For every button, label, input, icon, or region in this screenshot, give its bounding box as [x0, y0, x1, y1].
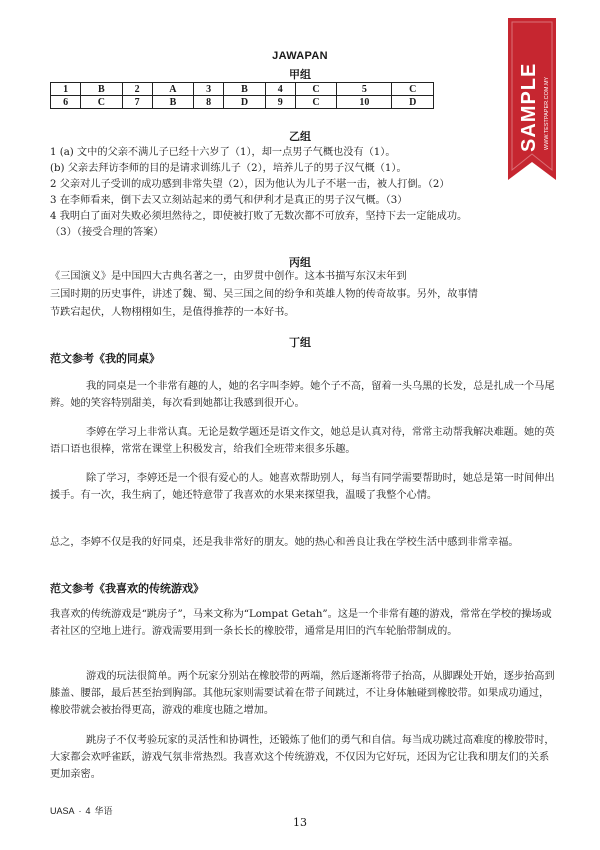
table-cell: B	[81, 83, 122, 96]
table-cell: 8	[194, 96, 224, 109]
table-cell: B	[152, 96, 193, 109]
page-title: JAWAPAN	[272, 50, 328, 62]
table-cell: 6	[51, 96, 81, 109]
table-cell: D	[392, 96, 434, 109]
essay-paragraph: 李婷在学习上非常认真。无论是数学题还是语文作文，她总是认真对待，常常主动帮我解决难题。她的英语口语也很棒，常常在课堂上积极发言，给我们全班带来很多乐趣。	[50, 427, 555, 455]
table-cell: 10	[337, 96, 392, 109]
ribbon-label: SAMPLE	[518, 62, 540, 152]
answer-line: 4 我明白了面对失败必须坦然待之，即使被打败了无数次都不可放弃，坚持下去一定能成功。	[50, 211, 468, 222]
essay-paragraph: 总之，李婷不仅是我的好同桌，还是我非常好的朋友。她的热心和善良让我在学校生活中感到非常幸福。	[50, 537, 519, 548]
ribbon-url: WWW.TESTPAPER.COM.MY	[544, 76, 550, 150]
table-cell: D	[224, 96, 265, 109]
ribbon-graphic	[502, 18, 562, 186]
section-d-heading: 丁组	[289, 336, 311, 349]
table-cell: C	[81, 96, 122, 109]
essay-paragraph: 我喜欢的传统游戏是“跳房子”，马来文称为“Lompat Getah”。这是一个非常有趣的游戏，常常在学校的操场或者社区的空地上进行。游戏需要用到一条长长的橡胶带，通常是用旧的汽车轮胎带制成的。	[50, 609, 552, 637]
table-cell: 9	[265, 96, 295, 109]
table-row	[51, 96, 434, 109]
essay-paragraph: 游戏的玩法很简单。两个玩家分别站在橡胶带的两端，然后逐渐将带子抬高，从脚踝处开始，逐步抬高到膝盖、腰部，最后甚至抬到胸部。其他玩家则需要试着在带子间跳过，不让身体触碰到橡胶带。如果成功通过，橡胶带就会被抬得更高，游戏的难度也随之增加。	[50, 671, 555, 716]
table-cell: C	[295, 96, 336, 109]
table-cell: C	[295, 83, 336, 96]
essay-title: 范文参考《我喜欢的传统游戏》	[50, 582, 204, 595]
answer-line: 2 父亲对儿子受训的成功感到非常失望（2），因为他认为儿子不堪一击，被人打倒。（2）	[50, 179, 450, 190]
table-cell: 4	[265, 83, 295, 96]
table-row	[51, 83, 434, 96]
answer-table	[50, 82, 434, 109]
footer-series: UASA · 4 华语	[50, 806, 113, 816]
table-cell: 7	[122, 96, 152, 109]
essay-paragraph: 除了学习，李婷还是一个很有爱心的人。她喜欢帮助别人，每当有同学需要帮助时，她总是第一时间伸出援手。有一次，我生病了，她还特意带了我喜欢的水果来探望我，温暖了我整个心情。	[50, 473, 555, 501]
section-b-heading: 乙组	[289, 130, 311, 143]
essay-title: 范文参考《我的同桌》	[50, 352, 160, 365]
answer-line: 3 在李师看来，倒下去又立刻站起来的勇气和伊利才是真正的男子汉气概。（3）	[50, 195, 408, 206]
section-a-heading: 甲组	[289, 68, 311, 81]
table-cell: 3	[194, 83, 224, 96]
summary-line: 节跌宕起伏，人物栩栩如生，是值得推荐的一本好书。	[50, 307, 295, 318]
answer-line: 1 (a) 文中的父亲不满儿子已经十六岁了（1），却一点男子气概也没有（1）。	[50, 147, 396, 158]
summary-line: 三国时期的历史事件，讲述了魏、蜀、吴三国之间的纷争和英雄人物的传奇故事。另外，故事情	[50, 289, 478, 300]
page-number: 13	[293, 816, 307, 829]
answer-line: （3）（接受合理的答案）	[50, 227, 164, 238]
section-c-heading: 丙组	[289, 256, 311, 269]
table-cell: 1	[51, 83, 81, 96]
table-cell: A	[152, 83, 193, 96]
table-cell: B	[224, 83, 265, 96]
sample-ribbon	[502, 18, 562, 186]
essay-paragraph: 我的同桌是一个非常有趣的人，她的名字叫李婷。她个子不高，留着一头乌黑的长发，总是扎成一个马尾辫。她的笑容特别甜美，每次看到她都让我感到很开心。	[50, 381, 555, 409]
table-cell: 2	[122, 83, 152, 96]
table-cell: 5	[337, 83, 392, 96]
answer-line: (b) 父亲去拜访李师的目的是请求训练儿子（2），培养儿子的男子汉气概（1）。	[50, 163, 407, 174]
table-cell: C	[392, 83, 434, 96]
essay-paragraph: 跳房子不仅考验玩家的灵活性和协调性，还锻炼了他们的勇气和自信。每当成功跳过高难度的橡胶带时，大家都会欢呼雀跃，游戏气氛非常热烈。我喜欢这个传统游戏，不仅因为它好玩，还因为它让我和朋友们的关系更加亲密。	[50, 735, 555, 780]
summary-line: 《三国演义》是中国四大古典名著之一，由罗贯中创作。这本书描写东汉末年到	[50, 271, 407, 282]
